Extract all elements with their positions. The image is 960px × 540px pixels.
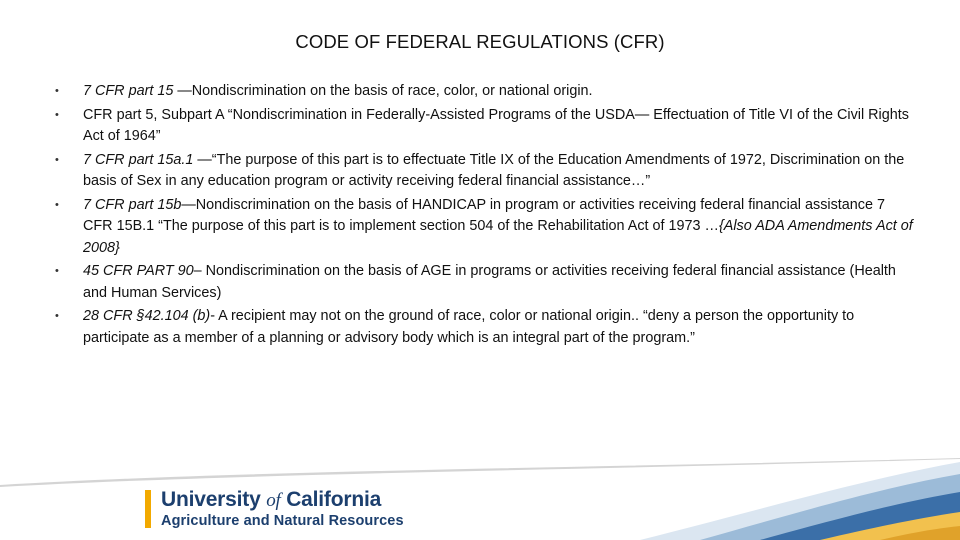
bullet-dot: • (55, 85, 59, 97)
bullet-text: - A recipient may not on the ground of race, color or national origin.. “deny a person the opportunity to participate as a member of a planning or advisory body which is an integral part of the program.” (83, 308, 855, 346)
logo-gold-bar (145, 490, 151, 528)
logo-word-california: California (280, 488, 382, 511)
bullet-text: —Nondiscrimination on the basis of HANDICAP in program or activities receiving federal financial assistance 7 CFR 15B.1 “The purpose of this part is to implement section 504 of the Rehabilitation Act of 1973 … (83, 196, 885, 234)
bullet-list (55, 81, 915, 351)
logo-word-university: University (161, 488, 267, 511)
list-item (55, 150, 915, 193)
bullet-text: – Nondiscrimination on the basis of AGE in programs or activities receiving federal financial assistance (Health and Human Services) (83, 263, 896, 301)
bullet-dot: • (55, 265, 59, 277)
bullet-text: —Nondiscrimination on the basis of race, color, or national origin. (173, 83, 593, 99)
logo-line-2: Agriculture and Natural Resources (161, 513, 404, 529)
bullet-dot: • (55, 310, 59, 322)
footer-swoosh (0, 440, 960, 540)
list-item (55, 105, 915, 148)
bullet-text: —“The purpose of this part is to effectuate Title IX of the Education Amendments of 1972, Discrimination on the basis of Sex in any education program or activity receiving federal financial assistance…” (83, 151, 905, 189)
bullet-dot: • (55, 153, 59, 166)
list-item (55, 306, 915, 349)
bullet-text: CFR part 5, Subpart A “Nondiscrimination in Federally-Assisted Programs of the USDA— Effectuation of Title VI of the Civil Rights Act of 1964” (83, 106, 909, 144)
citation: 7 CFR part 15 (83, 83, 174, 99)
citation: 7 CFR part 15b (83, 196, 182, 213)
slide-title: CODE OF FEDERAL REGULATIONS (CFR) (295, 31, 665, 52)
bullet-dot: • (55, 198, 59, 211)
logo-line-1 (161, 488, 381, 512)
citation: 7 CFR part 15a.1 (83, 151, 194, 168)
bullet-tail: {Also ADA Amendments Act of 2008} (83, 218, 913, 256)
citation: 28 CFR §42.104 (b) (83, 308, 211, 324)
citation: 45 CFR PART 90 (83, 263, 194, 279)
list-item (55, 261, 915, 304)
logo-word-of: of (266, 490, 281, 511)
bullet-dot: • (55, 108, 59, 121)
list-item (55, 81, 915, 103)
list-item (55, 195, 915, 260)
uc-anr-logo (145, 488, 465, 532)
